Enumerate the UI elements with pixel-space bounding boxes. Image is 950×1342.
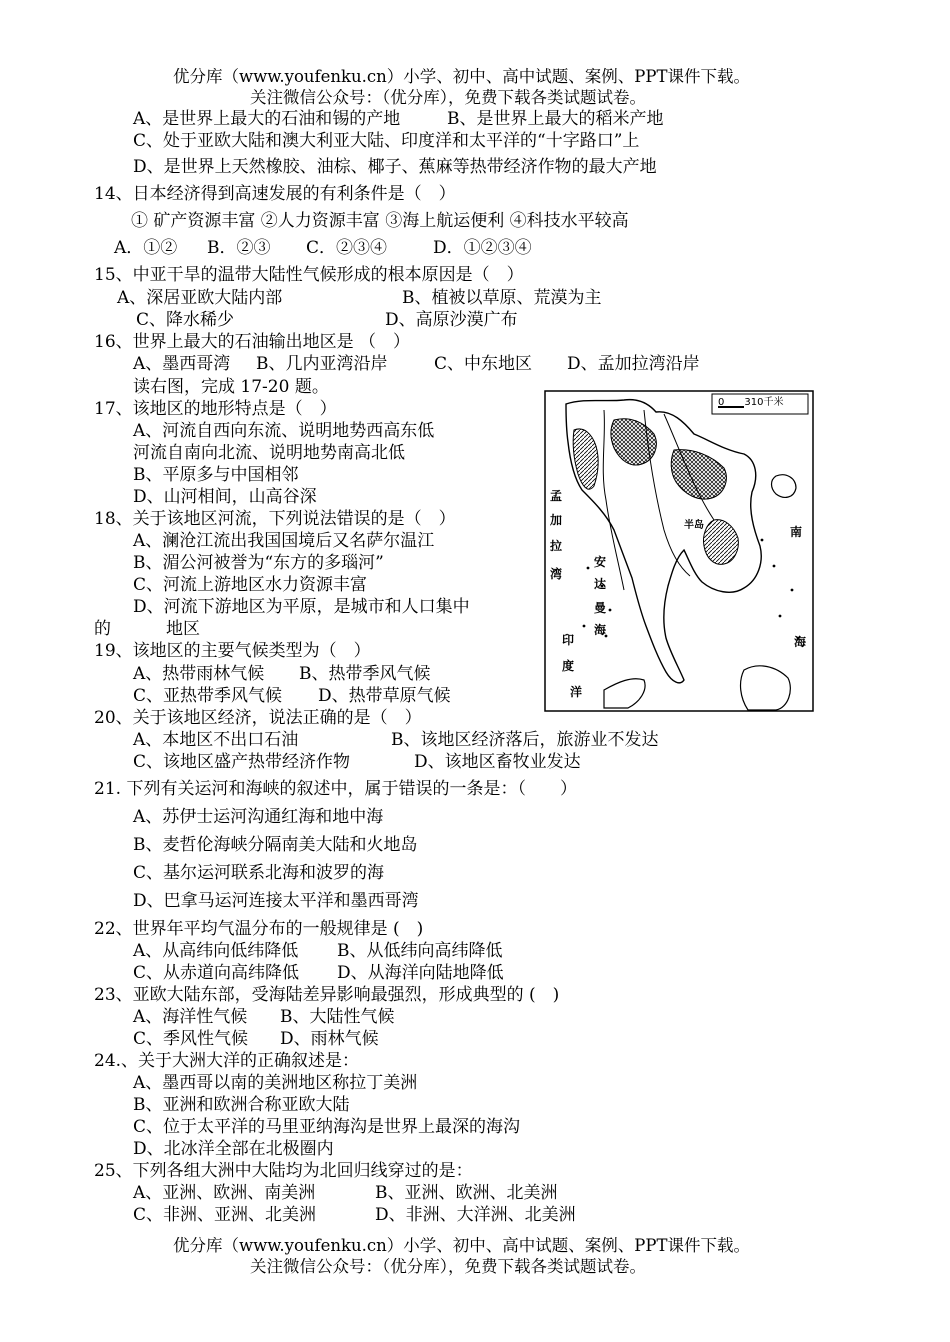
q25-option-b: B、亚洲、欧洲、北美洲 (375, 1183, 558, 1203)
q23-option-c: C、季风性气候 (133, 1029, 249, 1049)
q18-option-d-cont-2: 地区 (166, 619, 200, 639)
sea-label-south-china-sea-2: 海 (794, 635, 807, 649)
q24-option-d: D、北冰洋全部在北极圈内 (133, 1139, 334, 1159)
q17-option-a-line2: 河流自南向北流、说明地势南高北低 (133, 443, 405, 463)
q19-option-c: C、亚热带季风气候 (133, 686, 283, 706)
q21-option-d: D、巴拿马运河连接太平洋和墨西哥湾 (133, 891, 419, 911)
q13-option-c: C、处于亚欧大陆和澳大利亚大陆、印度洋和太平洋的“十字路口”上 (133, 131, 640, 151)
hainan-island (772, 475, 797, 498)
sea-label-bay-of-bengal-3: 拉 (550, 539, 563, 553)
q17-option-b: B、平原多与中国相邻 (133, 465, 299, 485)
q21-option-b: B、麦哲伦海峡分隔南美大陆和火地岛 (133, 835, 418, 855)
footer-line-2: 关注微信公众号：（优分库），免费下载各类试题试卷。 (250, 1257, 646, 1276)
q20-option-d: D、该地区畜牧业发达 (414, 752, 581, 772)
q20-option-a: A、本地区不出口石油 (133, 730, 299, 750)
southeast-asia-map (544, 390, 814, 712)
q18-option-c: C、河流上游地区水力资源丰富 (133, 575, 368, 595)
q17-option-a: A、河流自西向东流、说明地势西高东低 (133, 421, 435, 441)
q13-option-b: B、是世界上最大的稻米产地 (447, 109, 664, 129)
sea-label-indian-ocean-1: 印 (562, 633, 575, 647)
q21-option-c: C、基尔运河联系北海和波罗的海 (133, 863, 385, 883)
sea-label-indian-ocean-2: 度 (562, 659, 575, 673)
sea-label-andaman-2: 达 (594, 577, 607, 591)
q24-option-a: A、墨西哥以南的美洲地区称拉丁美洲 (133, 1073, 418, 1093)
q16-option-b: B、几内亚湾沿岸 (256, 354, 388, 374)
q14-option-b: B．②③ (207, 238, 271, 258)
q24-option-b: B、亚洲和欧洲合称亚欧大陆 (133, 1095, 350, 1115)
q22-stem: 22、世界年平均气温分布的一般规律是 ( ) (94, 919, 424, 939)
q20-option-c: C、该地区盛产热带经济作物 (133, 752, 351, 772)
q20-stem: 20、关于该地区经济，说法正确的是（ ） (94, 708, 422, 728)
sea-label-south-china-sea-1: 南 (790, 525, 803, 539)
sea-label-andaman-4: 海 (594, 623, 607, 637)
sea-label-bay-of-bengal-4: 湾 (550, 567, 563, 581)
peninsula-label: 半岛 (684, 520, 704, 531)
q13-option-d: D、是世界上天然橡胶、油棕、椰子、蕉麻等热带经济作物的最大产地 (133, 157, 657, 177)
q17-option-d: D、山河相间，山高谷深 (133, 487, 317, 507)
q18-option-a: A、澜沧江流出我国国境后又名萨尔温江 (133, 531, 435, 551)
q22-option-d: D、从海洋向陆地降低 (337, 963, 504, 983)
q14-items: ① 矿产资源丰富 ②人力资源丰富 ③海上航运便利 ④科技水平较高 (131, 211, 629, 231)
map-scale-bar (712, 394, 808, 414)
q24-stem: 24.、关于大洲大洋的正确叙述是： (94, 1051, 360, 1071)
q23-stem: 23、亚欧大陆东部，受海陆差异影响最强烈，形成典型的 ( ) (94, 985, 560, 1005)
q16-option-d: D、孟加拉湾沿岸 (567, 354, 700, 374)
map-scale-label: 0 310千米 (718, 397, 784, 408)
q18-option-b: B、湄公河被誉为“东方的多瑙河” (133, 553, 384, 573)
sea-label-andaman-3: 曼 (594, 601, 607, 615)
q14-stem: 14、日本经济得到高速发展的有利条件是（ ） (94, 184, 456, 204)
q18-option-d-cont-1: 的 (94, 619, 111, 639)
q15-option-b: B、植被以草原、荒漠为主 (402, 288, 602, 308)
q14-option-a: A．①② (114, 238, 178, 258)
q20-option-b: B、该地区经济落后，旅游业不发达 (391, 730, 659, 750)
sea-label-bay-of-bengal-2: 加 (550, 513, 563, 527)
q18-option-d: D、河流下游地区为平原，是城市和人口集中 (133, 597, 470, 617)
header-line-2: 关注微信公众号：（优分库），免费下载各类试题试卷。 (250, 88, 646, 107)
q14-option-d: D．①②③④ (433, 238, 532, 258)
q19-stem: 19、该地区的主要气候类型为（ ） (94, 641, 371, 661)
q15-option-a: A、深居亚欧大陆内部 (117, 288, 283, 308)
q22-option-b: B、从低纬向高纬降低 (337, 941, 503, 961)
q25-stem: 25、下列各组大洲中大陆均为北回归线穿过的是： (94, 1161, 473, 1181)
read-map-instruction: 读右图，完成 17-20 题。 (133, 377, 329, 397)
q25-option-d: D、非洲、大洋洲、北美洲 (375, 1205, 576, 1225)
q23-option-a: A、海洋性气候 (133, 1007, 248, 1027)
q21-stem: 21. 下列有关运河和海峡的叙述中，属于错误的一条是：（ ） (94, 779, 577, 799)
q21-option-a: A、苏伊士运河沟通红海和地中海 (133, 807, 384, 827)
sea-label-bay-of-bengal-1: 孟 (550, 489, 563, 503)
q19-option-b: B、热带季风气候 (299, 664, 431, 684)
q23-option-d: D、雨林气候 (280, 1029, 379, 1049)
q15-option-c: C、降水稀少 (136, 310, 235, 330)
q25-option-c: C、非洲、亚洲、北美洲 (133, 1205, 317, 1225)
q23-option-b: B、大陆性气候 (280, 1007, 395, 1027)
q14-option-c: C．②③④ (306, 238, 388, 258)
q17-stem: 17、该地区的地形特点是（ ） (94, 399, 337, 419)
q24-option-c: C、位于太平洋的马里亚纳海沟是世界上最深的海沟 (133, 1117, 521, 1137)
q16-option-c: C、中东地区 (434, 354, 533, 374)
q18-stem: 18、关于该地区河流，下列说法错误的是（ ） (94, 509, 456, 529)
q16-option-a: A、墨西哥湾 (133, 354, 231, 374)
q15-option-d: D、高原沙漠广布 (385, 310, 518, 330)
q22-option-c: C、从赤道向高纬降低 (133, 963, 300, 983)
footer-line-1: 优分库（www.youfenku.cn）小学、初中、高中试题、案例、PPT课件下载。 (173, 1236, 750, 1255)
q13-option-a: A、是世界上最大的石油和锡的产地 (133, 109, 401, 129)
q15-stem: 15、中亚干旱的温带大陆性气候形成的根本原因是（ ） (94, 265, 524, 285)
q25-option-a: A、亚洲、欧洲、南美洲 (133, 1183, 316, 1203)
q19-option-d: D、热带草原气候 (318, 686, 451, 706)
q19-option-a: A、热带雨林气候 (133, 664, 265, 684)
q22-option-a: A、从高纬向低纬降低 (133, 941, 299, 961)
sea-label-andaman-1: 安 (594, 555, 607, 569)
q16-stem: 16、世界上最大的石油输出地区是 （ ） (94, 332, 411, 352)
sea-label-indian-ocean-3: 洋 (570, 685, 583, 699)
header-line-1: 优分库（www.youfenku.cn）小学、初中、高中试题、案例、PPT课件下载。 (173, 67, 750, 86)
